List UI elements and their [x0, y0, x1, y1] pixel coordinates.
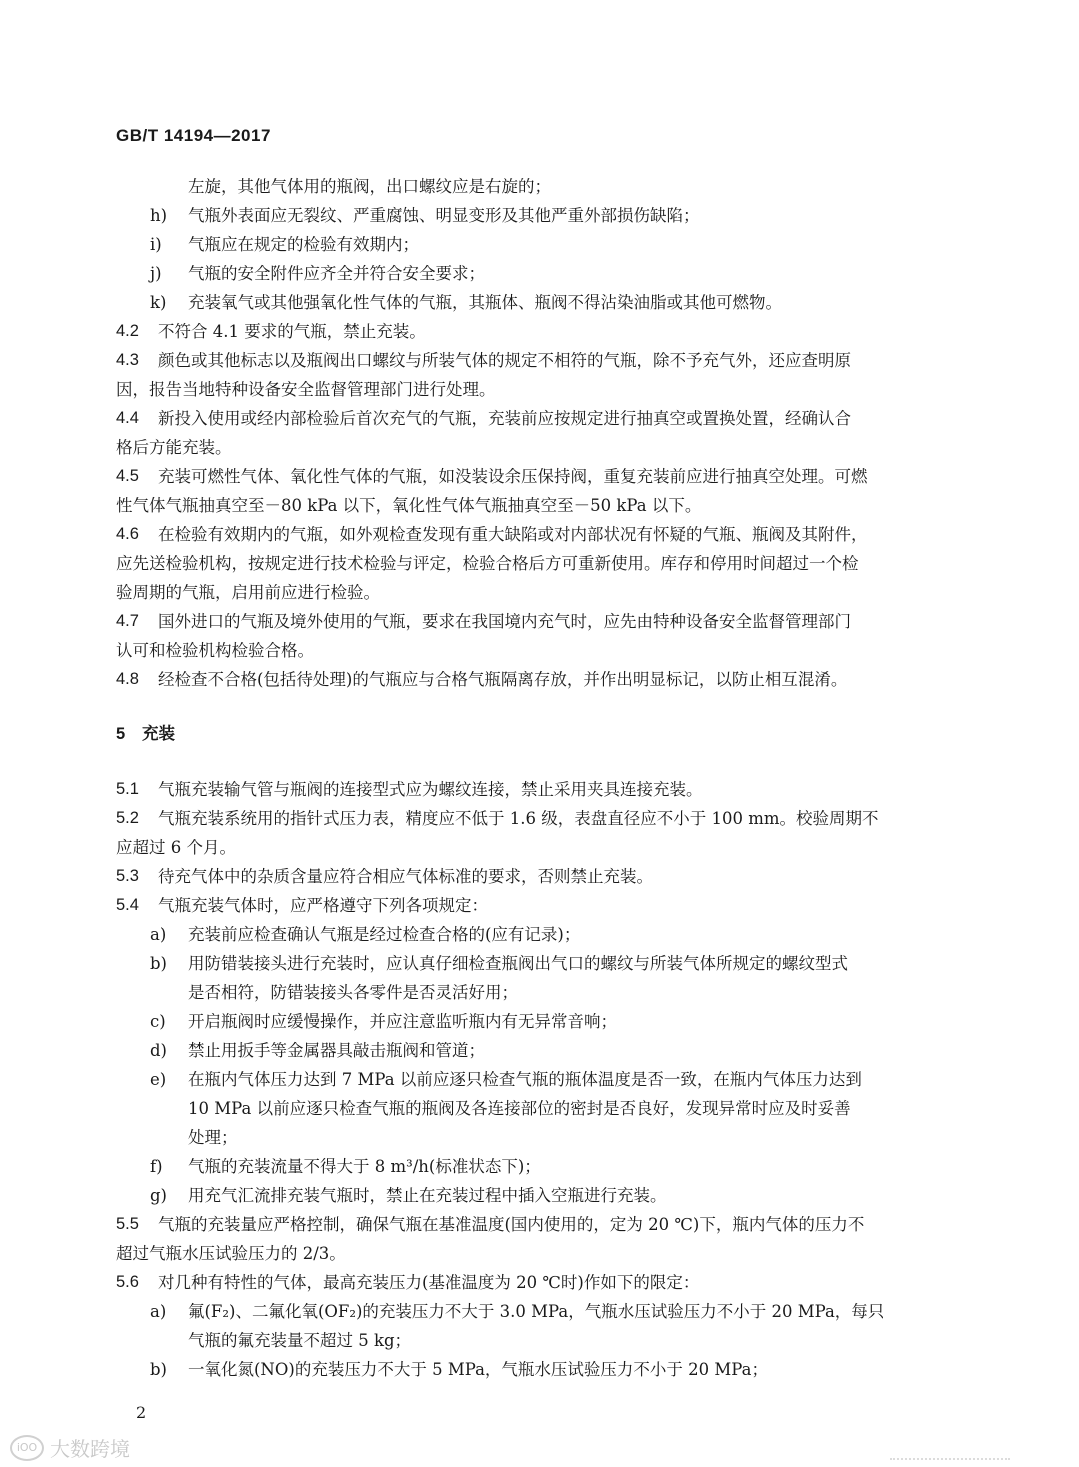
list-item: g) 用充气汇流排充装气瓶时，禁止在充装过程中插入空瓶进行充装。 — [150, 1186, 667, 1205]
list-item: d) 禁止用扳手等金属器具敲击瓶阀和管道； — [150, 1041, 485, 1060]
clause-4-4-cont: 格后方能充装。 — [116, 438, 232, 457]
continued-line: 左旋，其他气体用的瓶阀，出口螺纹应是右旋的； — [188, 177, 551, 196]
clause-4-5: 4.5 充装可燃性气体、氧化性气体的气瓶，如没装设余压保持阀，重复充装前应进行抽真空处理。可燃 — [116, 467, 868, 486]
clause-4-8: 4.8 经检查不合格(包括待处理)的气瓶应与合格气瓶隔离存放，并作出明显标记，以防止相互混淆。 — [116, 670, 848, 689]
list-item-cont: 气瓶的氟充装量不超过 5 kg； — [188, 1331, 412, 1350]
list-item-cont: 处理； — [188, 1128, 238, 1147]
section-heading: 5 充装 — [116, 725, 175, 743]
list-4-1 — [116, 201, 952, 317]
list-item: c) 开启瓶阀时应缓慢操作，并应注意监听瓶内有无异常音响； — [150, 1012, 617, 1031]
clause-5-2-cont: 应超过 6 个月。 — [116, 838, 236, 857]
list-item: b) 用防错装接头进行充装时，应认真仔细检查瓶阀出气口的螺纹与所装气体所规定的螺纹型式 — [150, 954, 848, 973]
list-item: i) 气瓶应在规定的检验有效期内； — [150, 235, 419, 254]
body-text — [116, 172, 952, 1384]
list-item: k) 充装氧气或其他强氧化性气体的气瓶，其瓶体、瓶阀不得沾染油脂或其他可燃物。 — [150, 293, 782, 312]
list-item: e) 在瓶内气体压力达到 7 MPa 以前应逐只检查气瓶的瓶体温度是否一致，在瓶内气体压力达到 — [150, 1070, 862, 1089]
list-item: j) 气瓶的安全附件应齐全并符合安全要求； — [150, 264, 485, 283]
list-item: f) 气瓶的充装流量不得大于 8 m³/h(标准状态下)； — [150, 1157, 541, 1176]
list-item-cont: 是否相符，防错装接头各零件是否灵活好用； — [188, 983, 518, 1002]
watermark — [10, 1433, 130, 1462]
page-number: 2 — [136, 1403, 147, 1422]
list-item: b) 一氧化氮(NO)的充装压力不大于 5 MPa，气瓶水压试验压力不小于 20 MPa； — [150, 1360, 768, 1379]
list-item: a) 充装前应检查确认气瓶是经过检查合格的(应有记录)； — [150, 925, 581, 944]
clause-5-1: 5.1 气瓶充装输气管与瓶阀的连接型式应为螺纹连接，禁止采用夹具连接充装。 — [116, 780, 703, 799]
list-item: h) 气瓶外表面应无裂纹、严重腐蚀、明显变形及其他严重外部损伤缺陷； — [150, 206, 700, 225]
watermark-logo-icon: iOO — [10, 1435, 44, 1461]
clause-5-4: 5.4 气瓶充装气体时，应严格遵守下列各项规定： — [116, 896, 488, 915]
clause-5-5: 5.5 气瓶的充装量应严格控制，确保气瓶在基准温度(国内使用的，定为 20 ℃)下，瓶内气体的压力不 — [116, 1215, 865, 1234]
clause-4-2: 4.2 不符合 4.1 要求的气瓶，禁止充装。 — [116, 322, 426, 341]
list-item-cont: 10 MPa 以前应逐只检查气瓶的瓶阀及各连接部位的密封是否良好，发现异常时应及时妥善 — [188, 1099, 851, 1118]
clause-4-6-cont: 应先送检验机构，按规定进行技术检验与评定，检验合格后方可重新使用。库存和停用时间超过一个检 — [116, 554, 859, 573]
clause-5-3: 5.3 待充气体中的杂质含量应符合相应气体标准的要求，否则禁止充装。 — [116, 867, 653, 886]
clause-4-4: 4.4 新投入使用或经内部检验后首次充气的气瓶，充装前应按规定进行抽真空或置换处置，经确认合 — [116, 409, 851, 428]
watermark-text: 大数跨境 — [50, 1437, 130, 1461]
clause-4-7-cont: 认可和检验机构检验合格。 — [116, 641, 314, 660]
list-item: a) 氟(F₂)、二氟化氧(OF₂)的充装压力不大于 3.0 MPa，气瓶水压试验压力不小于 20 MPa，每只 — [150, 1302, 885, 1321]
clause-4-7: 4.7 国外进口的气瓶及境外使用的气瓶，要求在我国境内充气时，应先由特种设备安全监督管理部门 — [116, 612, 851, 631]
clause-4-5-cont: 性气体气瓶抽真空至－80 kPa 以下，氧化性气体气瓶抽真空至－50 kPa 以下。 — [116, 496, 702, 515]
clause-4-3-cont: 因，报告当地特种设备安全监督管理部门进行处理。 — [116, 380, 496, 399]
clause-4-6-cont: 验周期的气瓶，启用前应进行检验。 — [116, 583, 380, 602]
faint-mark — [890, 1448, 1010, 1460]
clause-4-6: 4.6 在检验有效期内的气瓶，如外观检查发现有重大缺陷或对内部状况有怀疑的气瓶、瓶阀及其附件， — [116, 525, 868, 544]
standard-code: GB/T 14194—2017 — [116, 126, 271, 145]
clause-5-6: 5.6 对几种有特性的气体，最高充装压力(基准温度为 20 ℃时)作如下的限定： — [116, 1273, 700, 1292]
clause-4-3: 4.3 颜色或其他标志以及瓶阀出口螺纹与所装气体的规定不相符的气瓶，除不予充气外，还应查明原 — [116, 351, 851, 370]
clause-5-5-cont: 超过气瓶水压试验压力的 2/3。 — [116, 1244, 346, 1263]
clause-5-2: 5.2 气瓶充装系统用的指针式压力表，精度应不低于 1.6 级，表盘直径应不小于 100 mm。校验周期不 — [116, 809, 879, 828]
